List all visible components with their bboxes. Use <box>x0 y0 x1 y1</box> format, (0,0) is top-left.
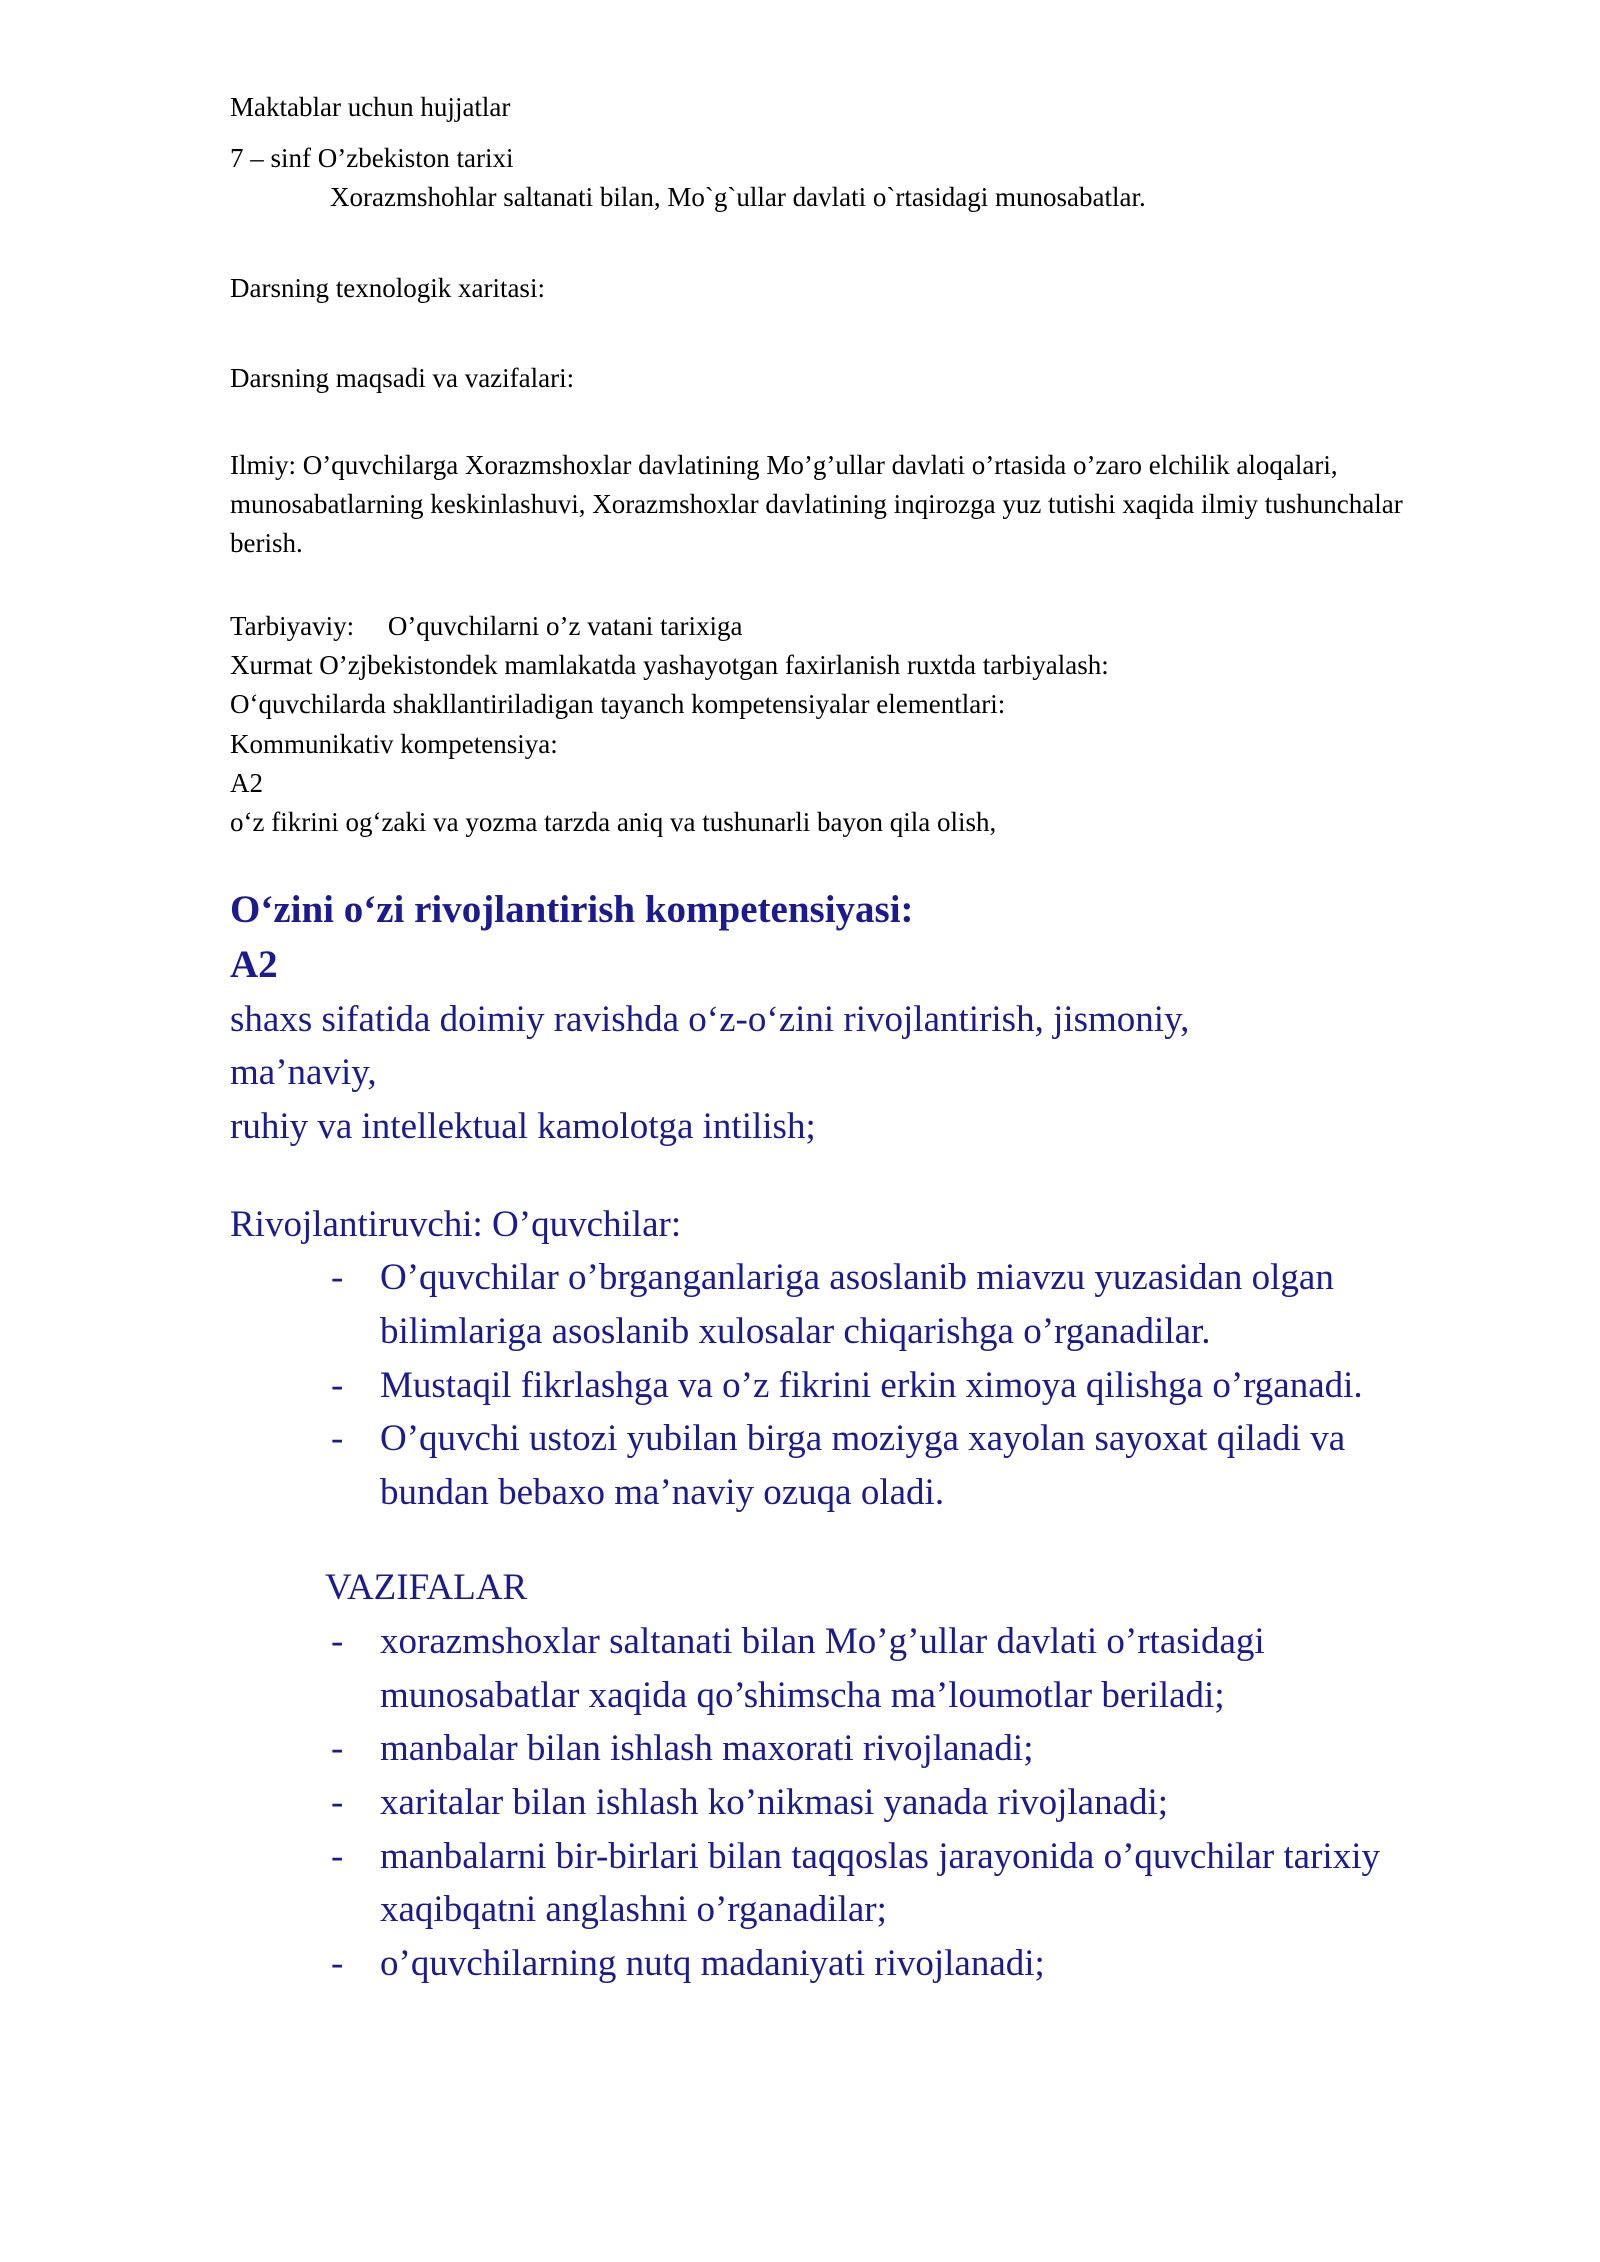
purpose-heading: Darsning maqsadi va vazifalari: <box>230 362 575 393</box>
development-a2: A2 <box>230 943 278 987</box>
ilmiy-paragraph: Ilmiy: O’quvchilarga Xorazmshoxlar davlatining Mo’g’ullar davlati o’rtasida o’zaro elchilik aloqalari, munosabatlarning keskinlashuvi, Xorazmshoxlar davlatining inqirozga yuz tutishi xaqida ilmiy tushunchalar berish. <box>230 449 1403 558</box>
rivojlantiruvchi-list <box>230 1251 1450 1519</box>
tarbiyaviy-block <box>230 607 1450 842</box>
rivojlantiruvchi-heading: Rivojlantiruvchi: O’quvchilar: <box>230 1203 682 1245</box>
tarbiyaviy-line1: Tarbiyaviy: O’quvchilarni o’z vatani tarixiga <box>230 611 743 642</box>
list-item: - manbalar bilan ishlash maxorati rivojlanadi; <box>325 1722 1450 1776</box>
list-item: - xorazmshoxlar saltanati bilan Mo’g’ullar davlati o’rtasidagi munosabatlar xaqida qo’shimscha ma’loumotlar beriladi; <box>325 1615 1450 1722</box>
kommunikativ-line: Kommunikativ kompetensiya: <box>230 728 558 759</box>
lesson-topic-line: Xorazmshohlar saltanati bilan, Mo`g`ullar davlati o`rtasidagi munosabatlar. <box>330 182 1146 213</box>
development-heading: Oʻzini oʻzi rivojlantirish kompetensiyasi: <box>230 887 914 931</box>
tech-map-heading: Darsning texnologik xaritasi: <box>230 273 545 304</box>
list-item: - O’quvchi ustozi yubilan birga moziyga xayolan sayoxat qiladi va bundan bebaxo ma’naviy ozuqa oladi. <box>325 1412 1450 1519</box>
development-section <box>230 882 1450 1154</box>
vazifalar-heading: VAZIFALAR <box>325 1567 528 1609</box>
list-item: - o’quvchilarning nutq madaniyati rivojlanadi; <box>325 1937 1450 1991</box>
tayanch-line: Oʻquvchilarda shakllantiriladigan tayanch kompetensiyalar elementlari: <box>230 689 1006 720</box>
fikr-line: oʻz fikrini ogʻzaki va yozma tarzda aniq va tushunarli bayon qila olish, <box>230 806 997 837</box>
tarbiyaviy-line2: Xurmat O’zjbekistondek mamlakatda yashayotgan faxirlanish ruxtda tarbiyalash: <box>230 650 1109 681</box>
doc-category-line: Maktablar uchun hujjatlar <box>230 92 511 122</box>
course-title-line: 7 – sinf O’zbekiston tarixi <box>230 143 514 174</box>
vazifalar-list <box>230 1615 1450 1990</box>
list-item: - Mustaqil fikrlashga va o’z fikrini erkin ximoya qilishga o’rganadi. <box>325 1359 1450 1413</box>
list-item: - xaritalar bilan ishlash ko’nikmasi yanada rivojlanadi; <box>325 1776 1450 1830</box>
a2-level-line: A2 <box>230 767 263 798</box>
development-line2: ma’naviy, <box>230 1052 377 1094</box>
list-item: - O’quvchilar o’brganganlariga asoslanib miavzu yuzasidan olgan bilimlariga asoslanib xulosalar chiqarishga o’rganadilar. <box>325 1251 1450 1358</box>
development-line3: ruhiy va intellektual kamolotga intilish; <box>230 1106 816 1147</box>
list-item: - manbalarni bir-birlari bilan taqqoslas jarayonida o’quvchilar tarixiy xaqibqatni anglashni o’rganadilar; <box>325 1830 1450 1937</box>
development-line1: shaxs sifatida doimiy ravishda oʻz-oʻzini rivojlantirish, jismoniy, <box>230 998 1190 1040</box>
